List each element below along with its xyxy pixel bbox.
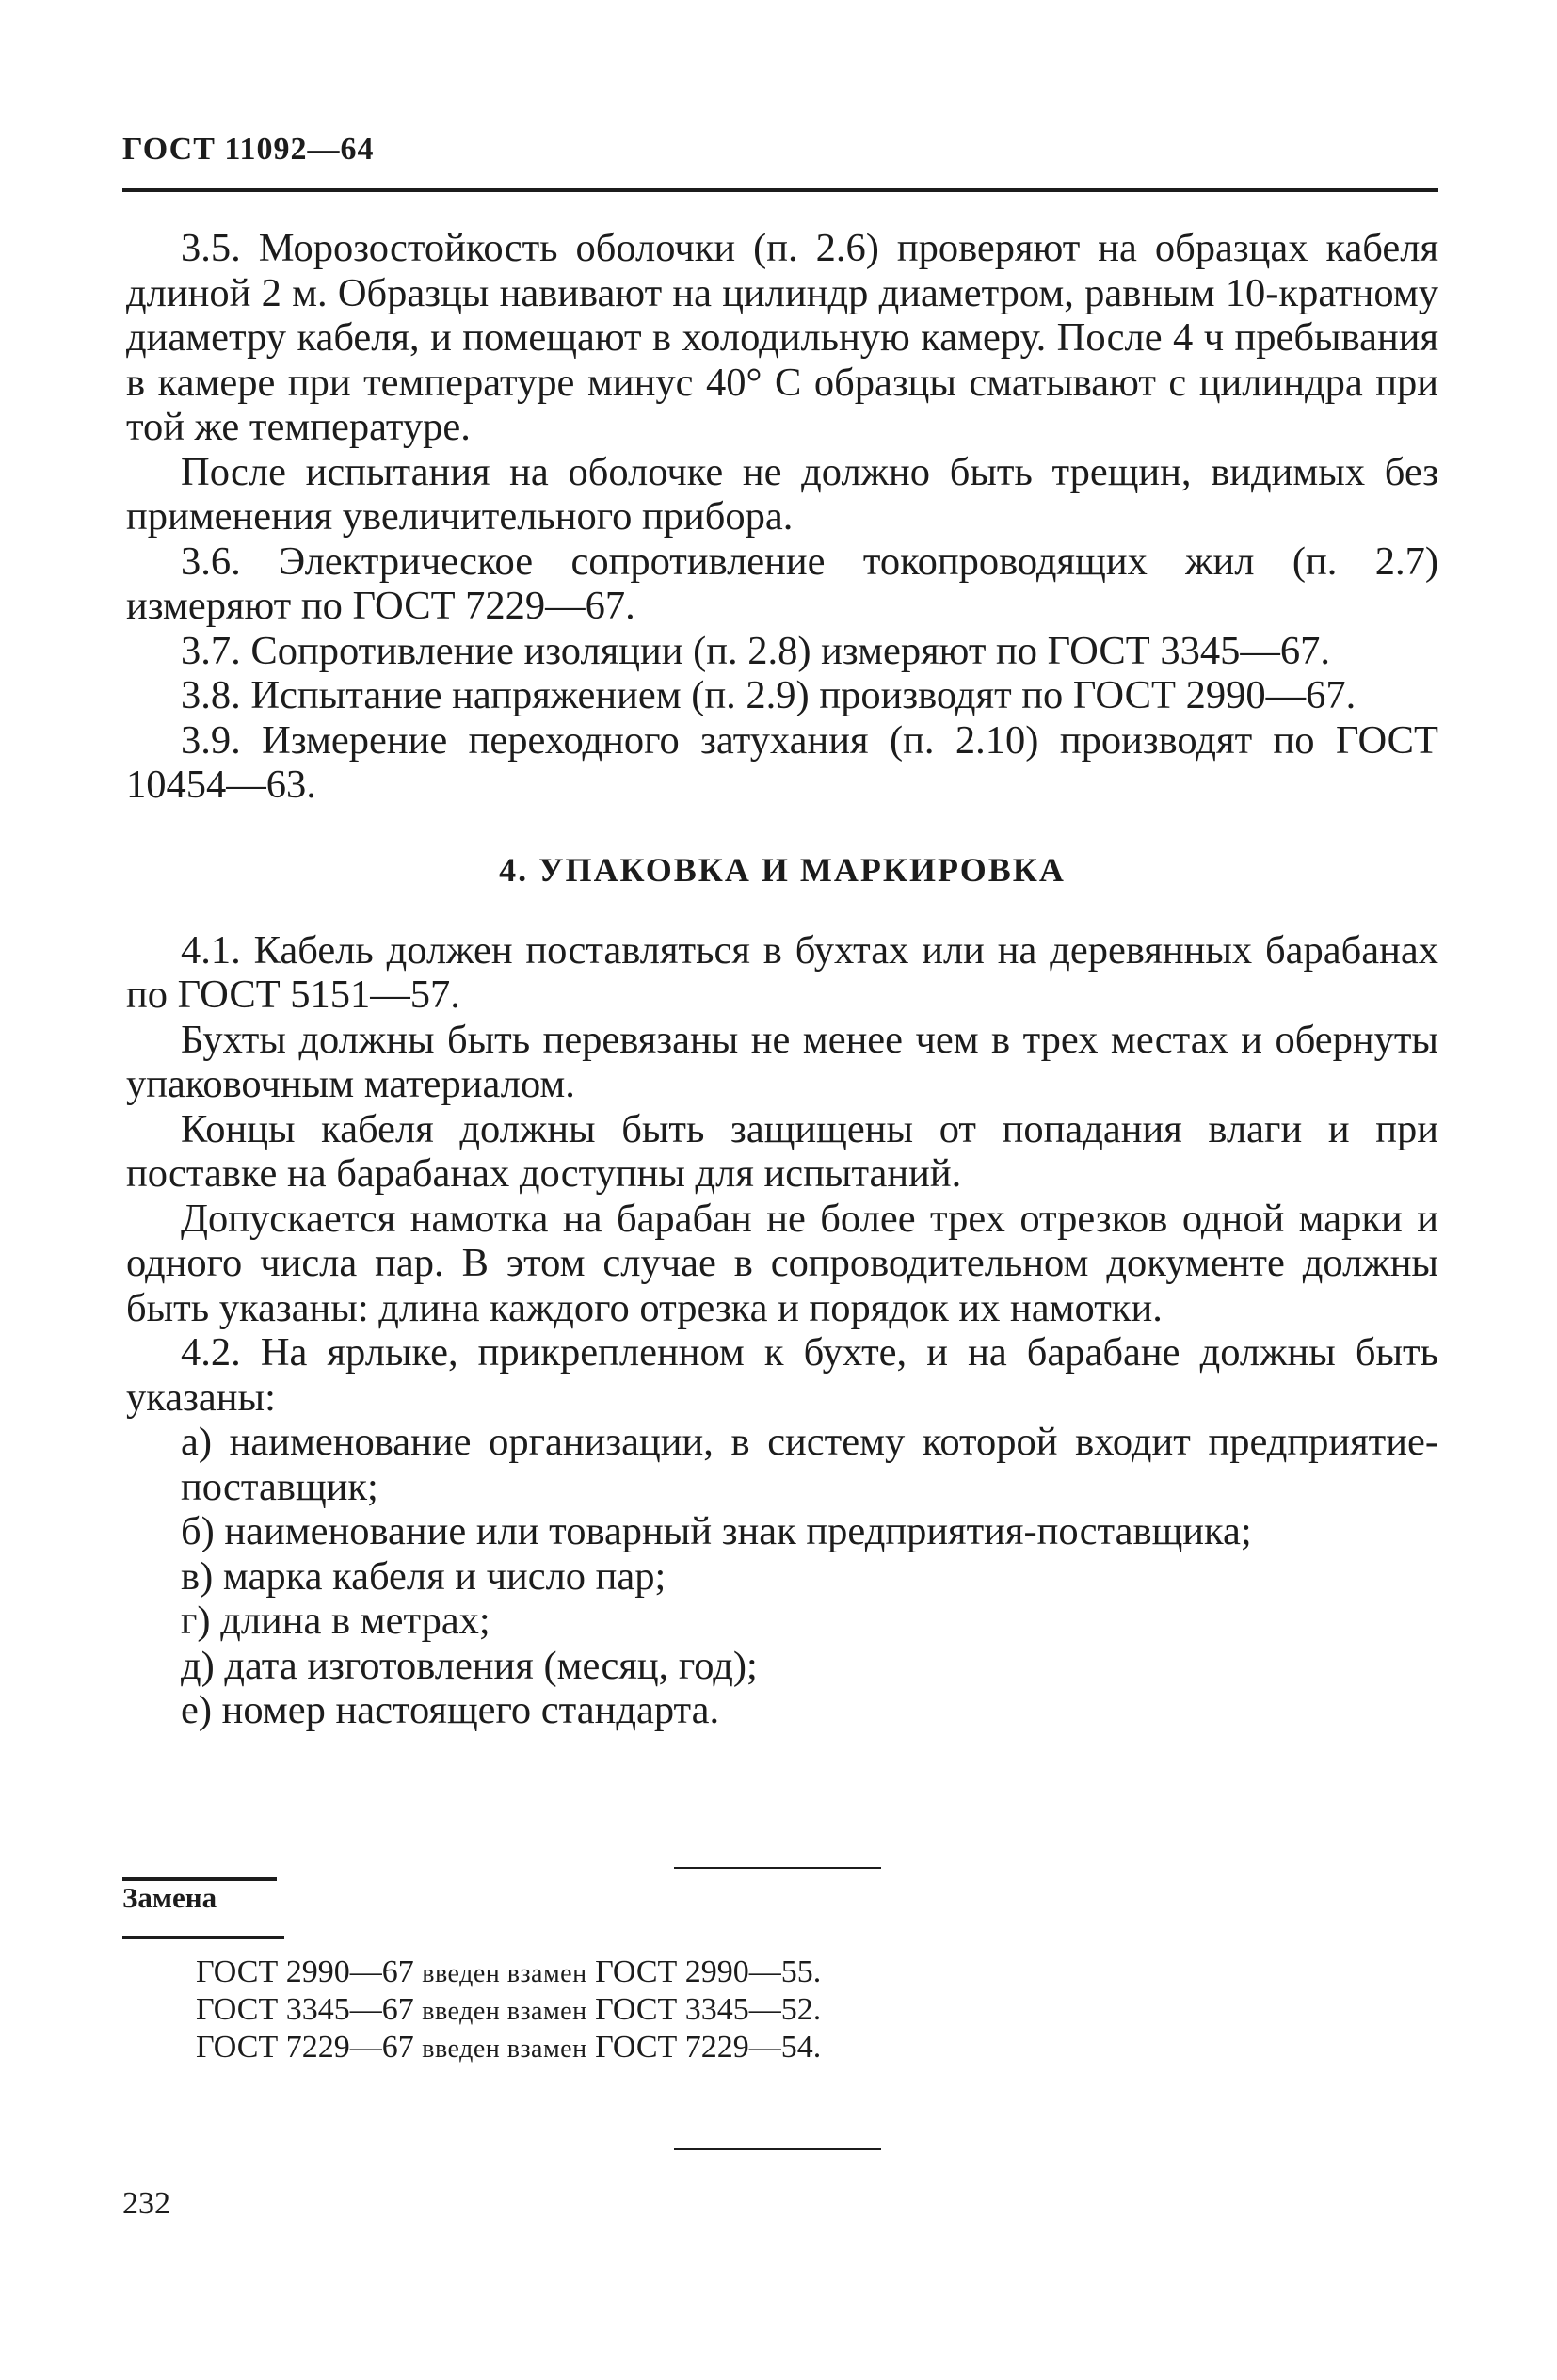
list-marker: е) — [181, 1688, 213, 1732]
footnote-mid: введен взамен — [422, 1997, 587, 2026]
list-item — [126, 1688, 1438, 1733]
list-marker: г) — [181, 1599, 211, 1643]
footnote-line — [196, 1992, 821, 2030]
footnote-title-rule-bottom — [122, 1936, 284, 1939]
page-header-title: ГОСТ 11092—64 — [122, 132, 375, 167]
footnote-old: ГОСТ 3345—52. — [595, 1992, 822, 2027]
list-item-text: номер настоящего стандарта. — [221, 1688, 720, 1732]
paragraph-4-1-winding: Допускается намотка на барабан не более трех отрезков одной марки и одного числа пар. В этом случае в сопроводительном документе должны быть указаны: длина каждого отрезка и порядок их намотки. — [126, 1196, 1438, 1330]
list-item — [126, 1509, 1438, 1554]
body-text — [126, 226, 1438, 1733]
list-item-text: наименование организации, в систему которой входит предприятие-поставщик; — [181, 1420, 1438, 1509]
footnote-std: ГОСТ — [196, 2030, 279, 2065]
list-marker: б) — [181, 1509, 215, 1553]
footnote-num: 7229—67 — [285, 2030, 414, 2065]
section-4-title: 4. УПАКОВКА И МАРКИРОВКА — [499, 850, 1066, 889]
header-rule — [122, 188, 1438, 192]
paragraph-4-1: 4.1. Кабель должен поставляться в бухтах или на деревянных барабанах по ГОСТ 5151—57. — [126, 927, 1438, 1017]
list-marker: в) — [181, 1553, 214, 1599]
divider-rule — [674, 1867, 881, 1869]
paragraph-3-5-note: После испытания на оболочке не должно быть трещин, видимых без применения увеличительного прибора. — [126, 449, 1438, 539]
footnote-std: ГОСТ — [196, 1954, 279, 1989]
footnote-num: 2990—67 — [285, 1954, 414, 1989]
footnote-line — [196, 1954, 821, 1992]
footnote-std: ГОСТ — [196, 1992, 279, 2027]
list-marker: а) — [181, 1420, 213, 1464]
paragraph-4-2: 4.2. На ярлыке, прикрепленном к бухте, и на барабане должны быть указаны: — [126, 1330, 1438, 1420]
paragraph-4-1-bundles: Бухты должны быть перевязаны не менее чем в трех местах и обернуты упаковочным материалом. — [126, 1017, 1438, 1106]
paragraph-3-5: 3.5. Морозостойкость оболочки (п. 2.6) проверяют на образцах кабеля длиной 2 м. Образцы навивают на цилиндр диаметром, равным 10-кратному диаметру кабеля, и помещают в холодильную камеру. После 4 ч пребывания в камере при температуре минус 40° С образцы сматывают с цилиндра при той же температуре. — [126, 226, 1438, 449]
paragraph-3-7: 3.7. Сопротивление изоляции (п. 2.8) измеряют по ГОСТ 3345—67. — [181, 628, 1330, 673]
paragraph-3-8: 3.8. Испытание напряжением (п. 2.9) производят по ГОСТ 2990—67. — [181, 673, 1356, 717]
list-item — [126, 1554, 1438, 1600]
paragraph-3-9: 3.9. Измерение переходного затухания (п. 2.10) производят по ГОСТ 10454—63. — [126, 717, 1438, 807]
list-item-text: дата изготовления (месяц, год); — [224, 1643, 758, 1688]
list-marker: д) — [181, 1643, 215, 1688]
footnote-mid: введен взамен — [422, 2034, 587, 2064]
list-item — [126, 1599, 1438, 1644]
footnote-line — [196, 2030, 821, 2067]
list-item — [126, 1644, 1438, 1689]
footnote-num: 3345—67 — [285, 1992, 414, 2027]
paragraph-3-6: 3.6. Электрическое сопротивление токопроводящих жил (п. 2.7) измеряют по ГОСТ 7229—67. — [126, 539, 1438, 628]
footnote-old: ГОСТ 2990—55. — [595, 1954, 822, 1989]
list-item-text: длина в метрах; — [220, 1599, 490, 1643]
list-item-text: наименование или товарный знак предприятия-поставщика; — [224, 1509, 1252, 1553]
footnote-mid: введен взамен — [422, 1959, 587, 1988]
footnote-title: Замена — [122, 1881, 217, 1914]
paragraph-4-1-ends: Концы кабеля должны быть защищены от попадания влаги и при поставке на барабанах доступны для испытаний. — [126, 1106, 1438, 1196]
footnote-old: ГОСТ 7229—54. — [595, 2030, 822, 2065]
divider-rule — [674, 2148, 881, 2150]
list-item-text: марка кабеля и число пар; — [222, 1553, 666, 1599]
footnote-list — [196, 1954, 821, 2067]
list-item — [126, 1420, 1438, 1509]
page-number: 232 — [122, 2186, 170, 2221]
